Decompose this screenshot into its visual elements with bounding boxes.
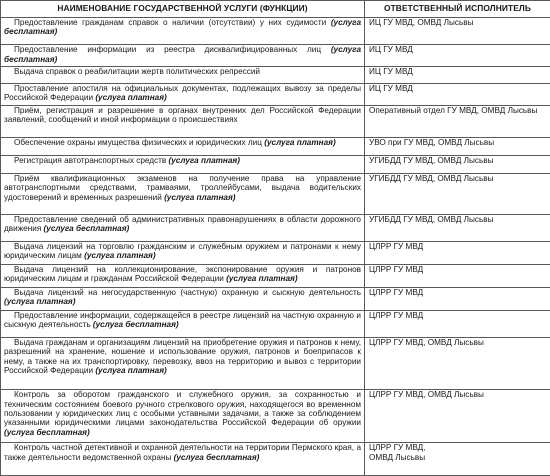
fee-note: (услуга бесплатная) <box>4 427 90 437</box>
service-cell <box>1 337 365 389</box>
executor-cell: УВО при ГУ МВД, ОМВД Лысьвы <box>365 138 550 156</box>
fee-note: (услуга платная) <box>95 366 167 376</box>
fee-note: (услуга бесплатная) <box>173 452 260 462</box>
header-service: НАИМЕНОВАНИЕ ГОСУДАРСТВЕННОЙ УСЛУГИ (ФУНКЦИИ) <box>1 1 365 18</box>
service-cell <box>1 138 365 156</box>
table-header-row <box>1 1 550 18</box>
service-cell <box>1 214 365 241</box>
table-row <box>1 390 550 443</box>
service-text: Выдача лицензий на негосударственную (частную) охранную и сыскную деятельность <box>14 287 361 297</box>
table-row <box>1 443 550 476</box>
table-row <box>1 337 550 389</box>
service-text: Выдача лицензий на торговлю гражданским и служебным оружием и патронами к нему юридическим лицам <box>4 241 361 261</box>
executor-cell: ЦЛРР ГУ МВД, ОМВД Лысьвы <box>365 443 550 476</box>
executor-cell: УГИБДД ГУ МВД, ОМВД Лысьвы <box>365 173 550 214</box>
executor-cell: ИЦ ГУ МВД <box>365 83 550 105</box>
fee-note: (услуга бесплатная) <box>43 223 130 233</box>
service-cell <box>1 67 365 84</box>
table-row <box>1 18 550 45</box>
executor-cell: ЦЛРР ГУ МВД <box>365 287 550 310</box>
table-row <box>1 67 550 84</box>
fee-note: (услуга платная) <box>168 155 240 165</box>
table-row <box>1 264 550 287</box>
fee-note: (услуга платная) <box>264 138 336 148</box>
table-row <box>1 45 550 67</box>
fee-note: (услуга платная) <box>4 297 76 307</box>
service-cell <box>1 83 365 105</box>
table-row <box>1 241 550 264</box>
service-text: Приём квалификационных экзаменов на получение права на управление автотранспортными средствами, трамваями, троллейбусами, выдача водительских удостоверений и временных разрешений <box>4 173 361 202</box>
service-cell <box>1 45 365 67</box>
executor-cell: ЦЛРР ГУ МВД, ОМВД Лысьвы <box>365 390 550 443</box>
table-row <box>1 173 550 214</box>
executor-cell: УГИБДД ГУ МВД, ОМВД Лысьвы <box>365 155 550 173</box>
service-text: Обеспечение охраны имущества физических и юридических лиц <box>14 138 262 148</box>
service-cell <box>1 155 365 173</box>
fee-note: (услуга платная) <box>164 192 236 202</box>
service-text: Выдача лицензий на коллекционирование, экспонирование оружия и патронов юридическим лицам и гражданам Российской Федерации <box>4 264 361 284</box>
service-text: Приём, регистрация и разрешение в органах внутренних дел Российской Федерации заявлений, сообщений и иной информации о происшествиях <box>4 105 361 125</box>
service-text: Регистрация автотранспортных средств <box>14 155 167 165</box>
service-cell <box>1 241 365 264</box>
service-cell <box>1 264 365 287</box>
executor-cell: УГИБДД ГУ МВД, ОМВД Лысьвы <box>365 214 550 241</box>
fee-note: (услуга бесплатная) <box>4 45 361 64</box>
fee-note: (услуга бесплатная) <box>92 320 179 330</box>
executor-cell: ЦЛРР ГУ МВД <box>365 310 550 337</box>
executor-cell: ЦЛРР ГУ МВД, ОМВД Лысьвы <box>365 337 550 389</box>
table-row <box>1 105 550 137</box>
header-executor: ОТВЕТСТВЕННЫЙ ИСПОЛНИТЕЛЬ <box>365 1 550 18</box>
executor-cell: ИЦ ГУ МВД <box>365 67 550 84</box>
service-text: Выдача справок о реабилитации жертв политических репрессий <box>14 67 260 77</box>
service-cell <box>1 105 365 137</box>
table-row <box>1 287 550 310</box>
table-row <box>1 310 550 337</box>
service-text: Предоставление гражданам справок о наличии (отсутствии) у них судимости <box>14 18 327 27</box>
service-text: Выдача гражданам и организациям лицензий на приобретение оружия и патронов к нему, разрешений на хранение, ношение и использование оружия, патронов и боеприпасов к нему, а также на их транспортировку, перевозку, ввоз на территорию и вывоз с территории Российской Федерации <box>4 337 361 376</box>
executor-cell: ЦЛРР ГУ МВД <box>365 241 550 264</box>
fee-note: (услуга платная) <box>95 93 167 103</box>
table-row <box>1 138 550 156</box>
fee-note: (услуга платная) <box>226 274 298 284</box>
service-cell <box>1 443 365 476</box>
table-row <box>1 83 550 105</box>
service-cell <box>1 18 365 45</box>
service-text: Проставление апостиля на официальных документах, подлежащих вывозу за пределы Российской Федерации <box>4 83 361 103</box>
executor-cell: ЦЛРР ГУ МВД <box>365 264 550 287</box>
service-cell <box>1 287 365 310</box>
fee-note: (услуга бесплатная) <box>4 18 361 37</box>
service-text: Предоставление информации из реестра дисквалифицированных лиц <box>14 45 322 55</box>
service-text: Контроль за оборотом гражданского и служебного оружия, за сохранностью и техническим состоянием боевого ручного стрелкового оружия, находящегося во временном пользовании у юридических лиц с особыми уставными задачами, а также за соблюдением указанными юридическими лицами законодательства Российской Федерации об оружии <box>4 390 361 428</box>
executor-cell: ИЦ ГУ МВД, ОМВД Лысьвы <box>365 18 550 45</box>
service-cell <box>1 390 365 443</box>
table-row <box>1 214 550 241</box>
service-text: Предоставление информации, содержащейся в реестре лицензий на частную охранную и сыскную деятельность <box>4 310 361 330</box>
service-cell <box>1 310 365 337</box>
table-row <box>1 155 550 173</box>
service-cell <box>1 173 365 214</box>
service-text: Контроль частной детективной и охранной деятельности на территории Пермского края, а также деятельности ведомственной охраны <box>4 443 361 462</box>
service-text: Предоставление сведений об административных правонарушениях в области дорожного движения <box>4 214 361 233</box>
executor-cell: Оперативный отдел ГУ МВД, ОМВД Лысьвы <box>365 105 550 137</box>
fee-note: (услуга платная) <box>84 251 156 261</box>
executor-cell: ИЦ ГУ МВД <box>365 45 550 67</box>
